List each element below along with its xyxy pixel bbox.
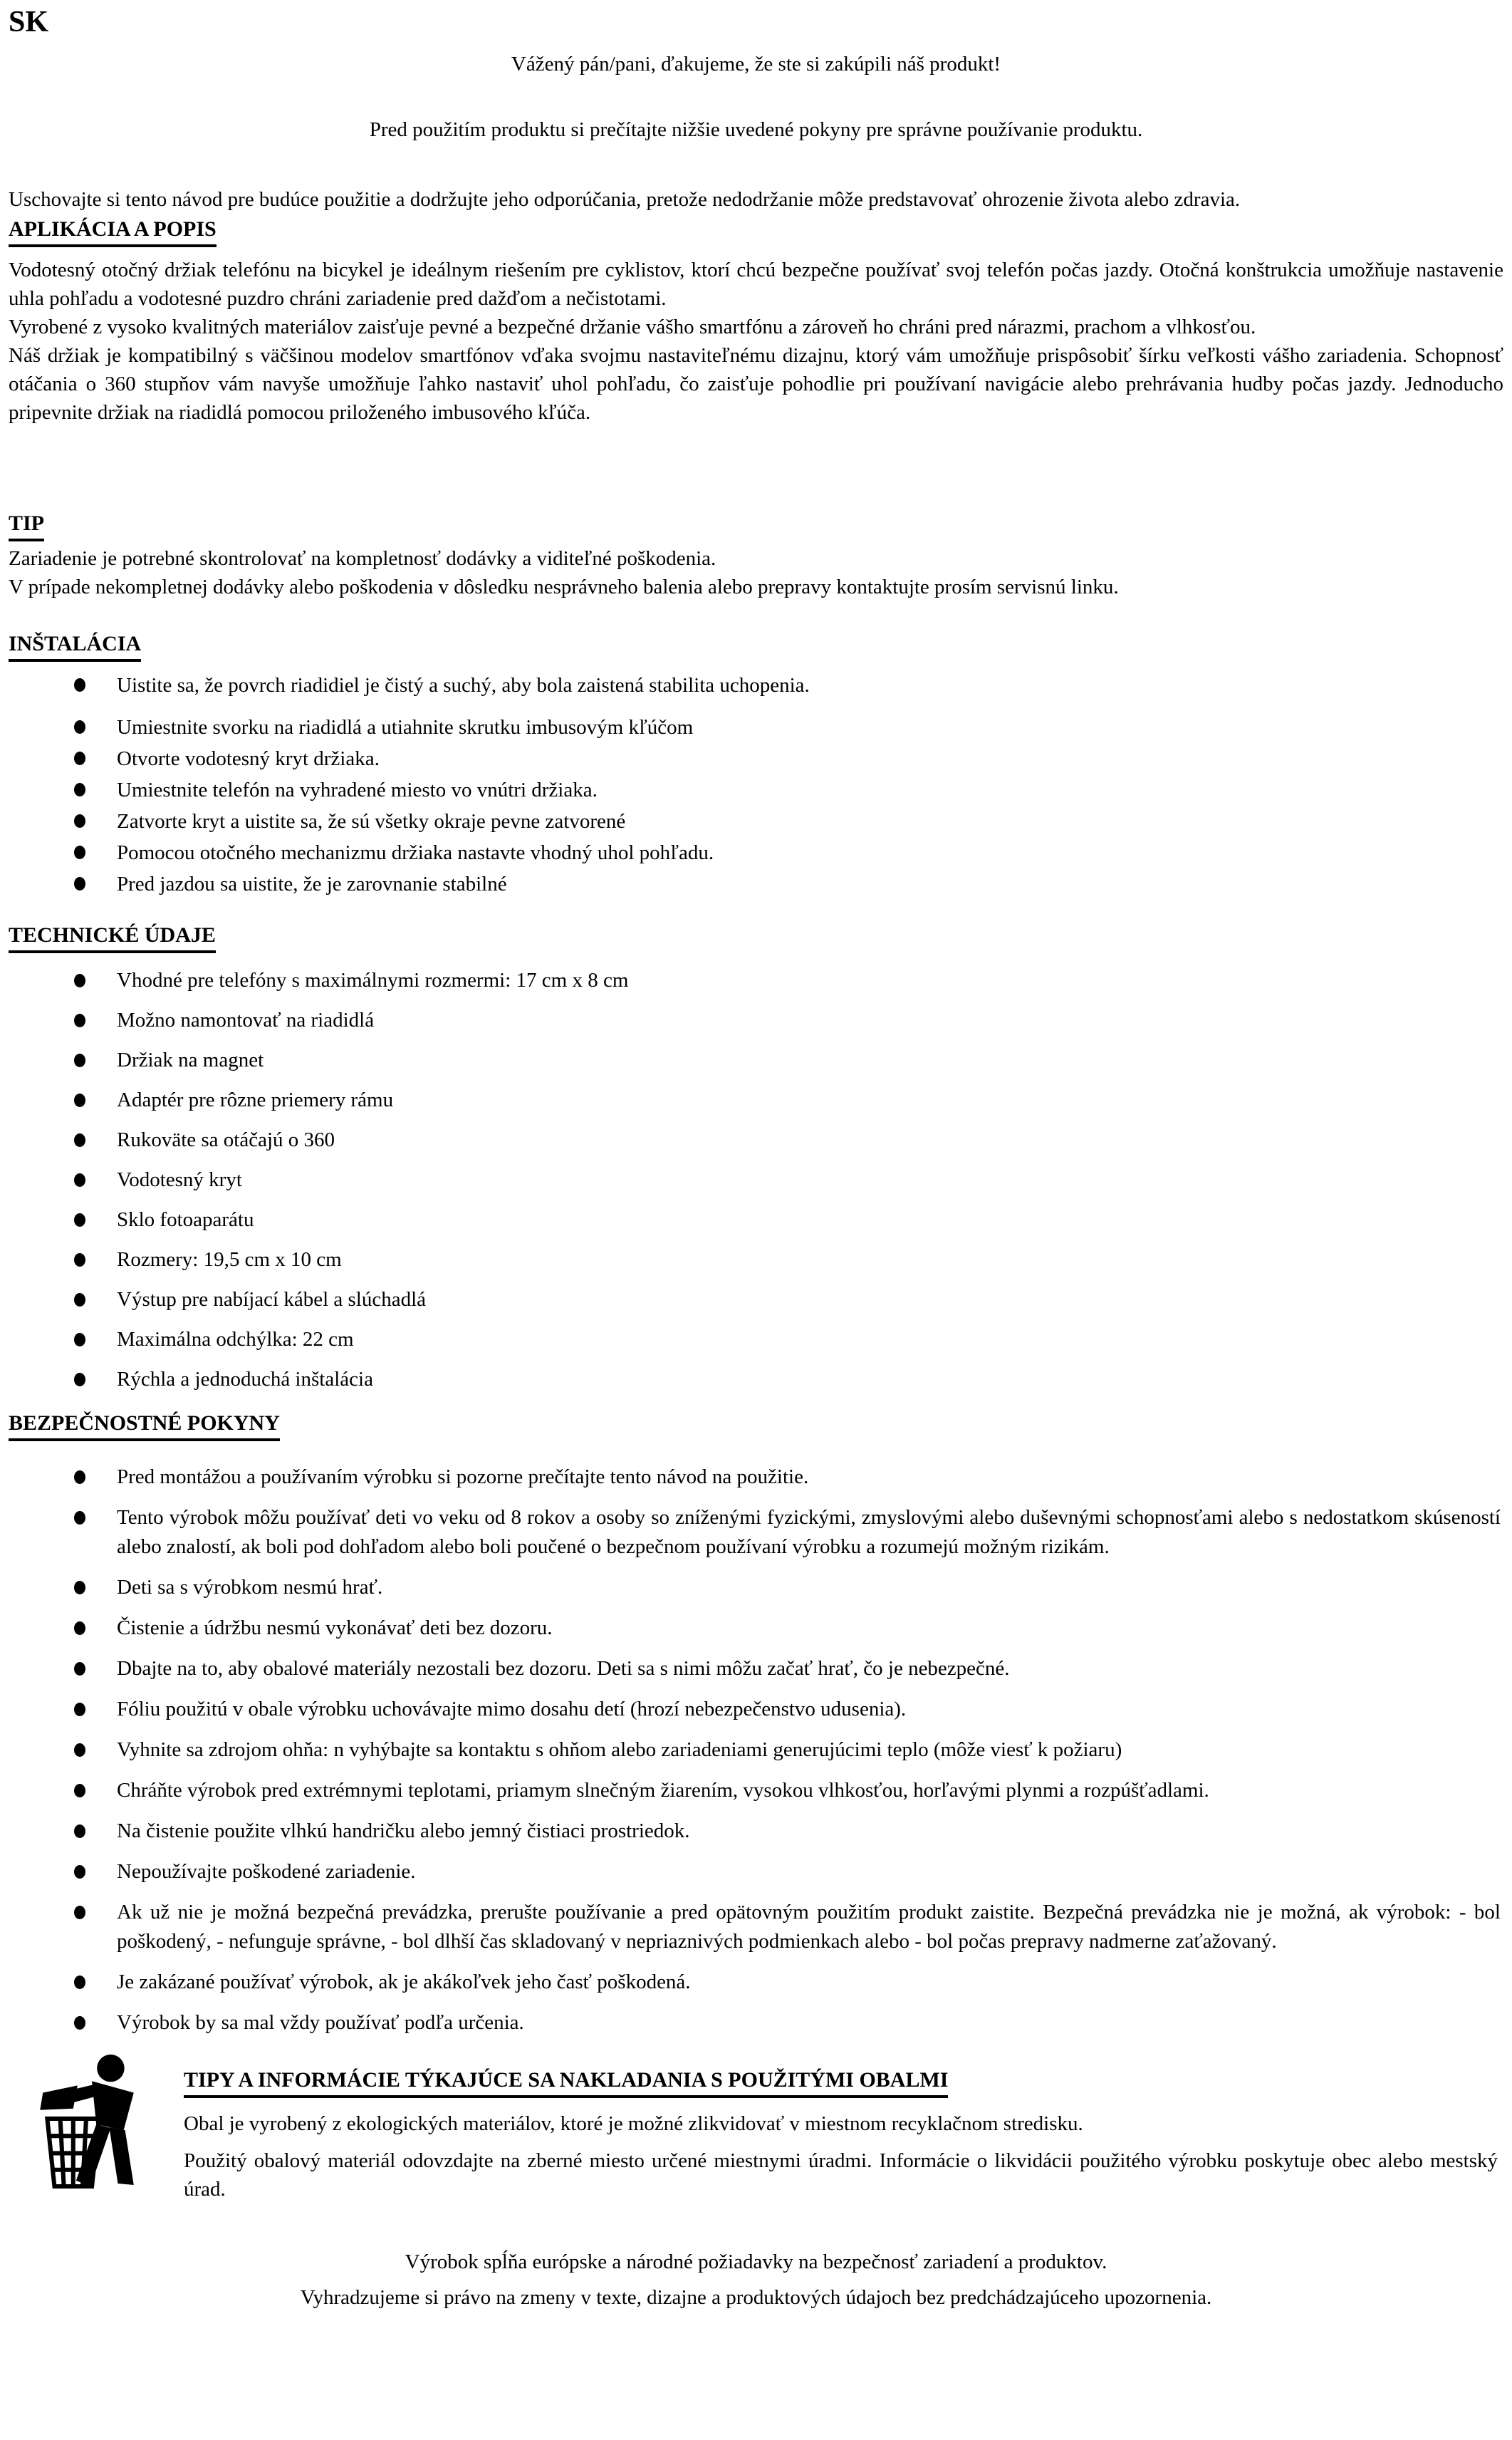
list-item [9,1573,1503,1602]
changes-reserved-line: Vyhradzujeme si právo na zmeny v texte, dizajne a produktových údajoch bez predchádzajúceho upozornenia. [300,2286,1212,2309]
section-heading-application: APLIKÁCIA A POPIS [9,215,1503,247]
list-item [9,806,1503,837]
list-item [9,1285,1503,1314]
list-item-text: Fóliu použitú v obale výrobku uchovávajte mimo dosahu detí (hrozí nebezpečenstvo udusenia). [117,1698,907,1720]
section-heading-packaging: TIPY A INFORMÁCIE TÝKAJÚCE SA NAKLADANIA S POUŽITÝMI OBALMI [184,2066,1498,2098]
list-item [9,1968,1503,1997]
list-item [9,2008,1503,2037]
list-item [9,1086,1503,1114]
application-paragraph: Náš držiak je kompatibilný s väčšinou modelov smartfónov vďaka svojmu nastaviteľnému dizajnu, ktorý vám umožňuje prispôsobiť šírku veľkosti vášho zariadenia. Schopnosť otáčania o 360 stupňov vám navyše umožňuje ľahko nastaviť uhol pohľadu, čo zaisťuje pohodlie pri používaní navigácie alebo prehrávania hudby počas jazdy. Jednoducho pripevnite držiak na riadidlá pomocou priloženého imbusového kľúča. [9,344,1503,424]
list-item-text: Sklo fotoaparátu [117,1208,254,1231]
list-item [9,1006,1503,1034]
application-paragraph: Vodotesný otočný držiak telefónu na bicykel je ideálnym riešením pre cyklistov, ktorí chcú bezpečne používať svoj telefón počas jazdy. Otočná konštrukcia umožňuje nastavenie uhla pohľadu a vodotesné puzdro chráni zariadenie pred dažďom a nečistotami. [9,259,1503,310]
bullet-icon [74,1094,85,1107]
list-item-text: Dbajte na to, aby obalové materiály nezostali bez dozoru. Deti sa s nimi môžu začať hrať, čo je nebezpečné. [117,1657,1010,1680]
bullet-icon [74,1511,85,1525]
tip-line: Zariadenie je potrebné skontrolovať na kompletnosť dodávky a viditeľné poškodenia. [9,547,716,570]
list-item-text: Deti sa s výrobkom nesmú hrať. [117,1576,383,1599]
list-item-text: Otvorte vodotesný kryt držiaka. [117,747,380,770]
packaging-info-text [184,2049,1503,2203]
bullet-icon [74,1621,85,1635]
list-item [9,1857,1503,1886]
technical-list [9,966,1503,1393]
list-item-text: Rýchla a jednoduchá inštalácia [117,1368,373,1391]
list-item [9,712,1503,743]
list-item [9,1325,1503,1354]
list-item-text: Rukoväte sa otáčajú o 360 [117,1128,335,1151]
list-item-text: Možno namontovať na riadidlá [117,1009,375,1032]
list-item [9,1614,1503,1643]
list-item-text: Na čistenie použite vlhkú handričku alebo jemný čistiaci prostriedok. [117,1819,690,1842]
bullet-icon [74,678,85,692]
tidyman-disposal-icon [26,2049,148,2200]
keep-manual-line: Uschovajte si tento návod pre budúce použitie a dodržujte jeho odporúčania, pretože nedodržanie môže predstavovať ohrozenie života alebo zdravia. [9,188,1241,211]
list-item-text: Tento výrobok môžu používať deti vo veku od 8 rokov a osoby so zníženými fyzickými, zmyslovými alebo duševnými schopnosťami alebo s nedostatkom skúseností alebo znalostí, ak boli pod dohľadom alebo boli poučené o bezpečnom používaní výrobku a rozumejú možným rizikám. [117,1506,1501,1558]
compliance-line: Výrobok spĺňa európske a národné požiadavky na bezpečnosť zariadení a produktov. [405,2250,1107,2273]
bullet-icon [74,783,85,796]
bullet-icon [74,1743,85,1757]
application-paragraph: Vyrobené z vysoko kvalitných materiálov zaisťuje pevné a bezpečné držanie vášho smartfónu a zároveň ho chráni pred nárazmi, prachom a vlhkosťou. [9,316,1256,338]
section-heading-tip: TIP [9,509,1503,541]
bullet-icon [74,1373,85,1386]
packaging-paragraph: Použitý obalový materiál odovzdajte na zberné miesto určené miestnymi úradmi. Informácie o likvidácii použitého výrobku poskytuje obec alebo mestský úrad. [184,2149,1498,2201]
list-item-text: Vyhnite sa zdrojom ohňa: n vyhýbajte sa kontaktu s ohňom alebo zariadeniami generujúcimi teplo (môže viesť k požiaru) [117,1738,1122,1761]
list-item-text: Vodotesný kryt [117,1168,242,1191]
list-item [9,1463,1503,1492]
bullet-icon [74,1293,85,1307]
list-item [9,1126,1503,1154]
list-item [9,1654,1503,1683]
installation-list [9,670,1503,900]
packaging-info-section [9,2049,1503,2203]
bullet-icon [74,1581,85,1594]
bullet-icon [74,1662,85,1676]
list-item-text: Umiestnite telefón na vyhradené miesto vo vnútri držiaka. [117,779,598,801]
list-item [9,838,1503,868]
bullet-icon [74,1824,85,1838]
list-item [9,1817,1503,1846]
bullet-icon [74,1333,85,1346]
list-item [9,1776,1503,1805]
language-tag: SK [9,6,49,38]
section-heading-technical: TECHNICKÉ ÚDAJE [9,921,1503,953]
list-item [9,670,1503,701]
list-item [9,1735,1503,1765]
list-item-text: Adaptér pre rôzne priemery rámu [117,1089,394,1111]
list-item-text: Rozmery: 19,5 cm x 10 cm [117,1248,342,1271]
list-item-text: Nepoužívajte poškodené zariadenie. [117,1860,416,1883]
tip-line: V prípade nekompletnej dodávky alebo poškodenia v dôsledku nesprávneho balenia alebo prepravy kontaktujte prosím servisnú linku. [9,576,1119,598]
list-item-text: Vhodné pre telefóny s maximálnymi rozmermi: 17 cm x 8 cm [117,969,629,992]
list-item [9,1503,1503,1562]
list-item [9,775,1503,806]
list-item-text: Výstup pre nabíjací kábel a slúchadlá [117,1288,427,1311]
bullet-icon [74,1976,85,1989]
list-item [9,1205,1503,1234]
list-item [9,1898,1503,1956]
bullet-icon [74,1213,85,1227]
list-item-text: Držiak na magnet [117,1049,264,1071]
list-item [9,744,1503,774]
bullet-icon [74,2016,85,2030]
list-item-text: Pred montážou a používaním výrobku si pozorne prečítajte tento návod na použitie. [117,1465,809,1488]
greeting-line: Vážený pán/pani, ďakujeme, že ste si zakúpili náš produkt! [511,53,1001,76]
bullet-icon [74,1253,85,1267]
bullet-icon [74,752,85,765]
list-item [9,1166,1503,1194]
bullet-icon [74,877,85,891]
bullet-icon [74,1703,85,1716]
list-item-text: Ak už nie je možná bezpečná prevádzka, prerušte používanie a pred opätovným použitím produkt zaistite. Bezpečná prevádzka nie je možná, ak výrobok: - bol poškodený, - nefunguje správne, - bol dlhší čas skladovaný v nepriaznivých podmienkach alebo - bol počas prepravy nadmerne zaťažovaný. [117,1901,1501,1953]
bullet-icon [74,1865,85,1879]
list-item [9,1046,1503,1074]
list-item-text: Čistenie a údržbu nesmú vykonávať deti bez dozoru. [117,1616,553,1639]
bullet-icon [74,846,85,859]
bullet-icon [74,1906,85,1919]
list-item-text: Výrobok by sa mal vždy používať podľa určenia. [117,2011,524,2034]
list-item [9,869,1503,900]
list-item-text: Pomocou otočného mechanizmu držiaka nastavte vhodný uhol pohľadu. [117,841,714,864]
bullet-icon [74,1173,85,1187]
list-item-text: Pred jazdou sa uistite, že je zarovnanie stabilné [117,873,507,895]
packaging-paragraph: Obal je vyrobený z ekologických materiálov, ktoré je možné zlikvidovať v miestnom recyklačnom stredisku. [184,2112,1083,2135]
bullet-icon [74,1133,85,1147]
list-item-text: Zatvorte kryt a uistite sa, že sú všetky okraje pevne zatvorené [117,810,626,833]
safety-list [9,1463,1503,2037]
list-item [9,1365,1503,1393]
list-item-text: Je zakázané používať výrobok, ak je akákoľvek jeho časť poškodená. [117,1971,691,1993]
bullet-icon [74,974,85,987]
list-item [9,1695,1503,1724]
list-item-text: Uistite sa, že povrch riadidiel je čistý a suchý, aby bola zaistená stabilita uchopenia. [117,674,810,697]
list-item-text: Umiestnite svorku na riadidlá a utiahnite skrutku imbusovým kľúčom [117,716,694,739]
list-item-text: Maximálna odchýlka: 22 cm [117,1328,354,1351]
list-item [9,1245,1503,1274]
bullet-icon [74,1784,85,1797]
list-item [9,966,1503,995]
bullet-icon [74,1054,85,1067]
list-item-text: Chráňte výrobok pred extrémnymi teplotami, priamym slnečným žiarením, vysokou vlhkosťou, horľavými plynmi a rozpúšťadlami. [117,1779,1209,1802]
read-before-use-line: Pred použitím produktu si prečítajte nižšie uvedené pokyny pre správne používanie produktu. [369,118,1143,141]
bullet-icon [74,814,85,828]
bullet-icon [74,720,85,734]
section-heading-installation: INŠTALÁCIA [9,630,1503,662]
section-heading-safety: BEZPEČNOSTNÉ POKYNY [9,1409,1503,1441]
bullet-icon [74,1014,85,1027]
footer-notes [9,2248,1503,2312]
bullet-icon [74,1470,85,1484]
